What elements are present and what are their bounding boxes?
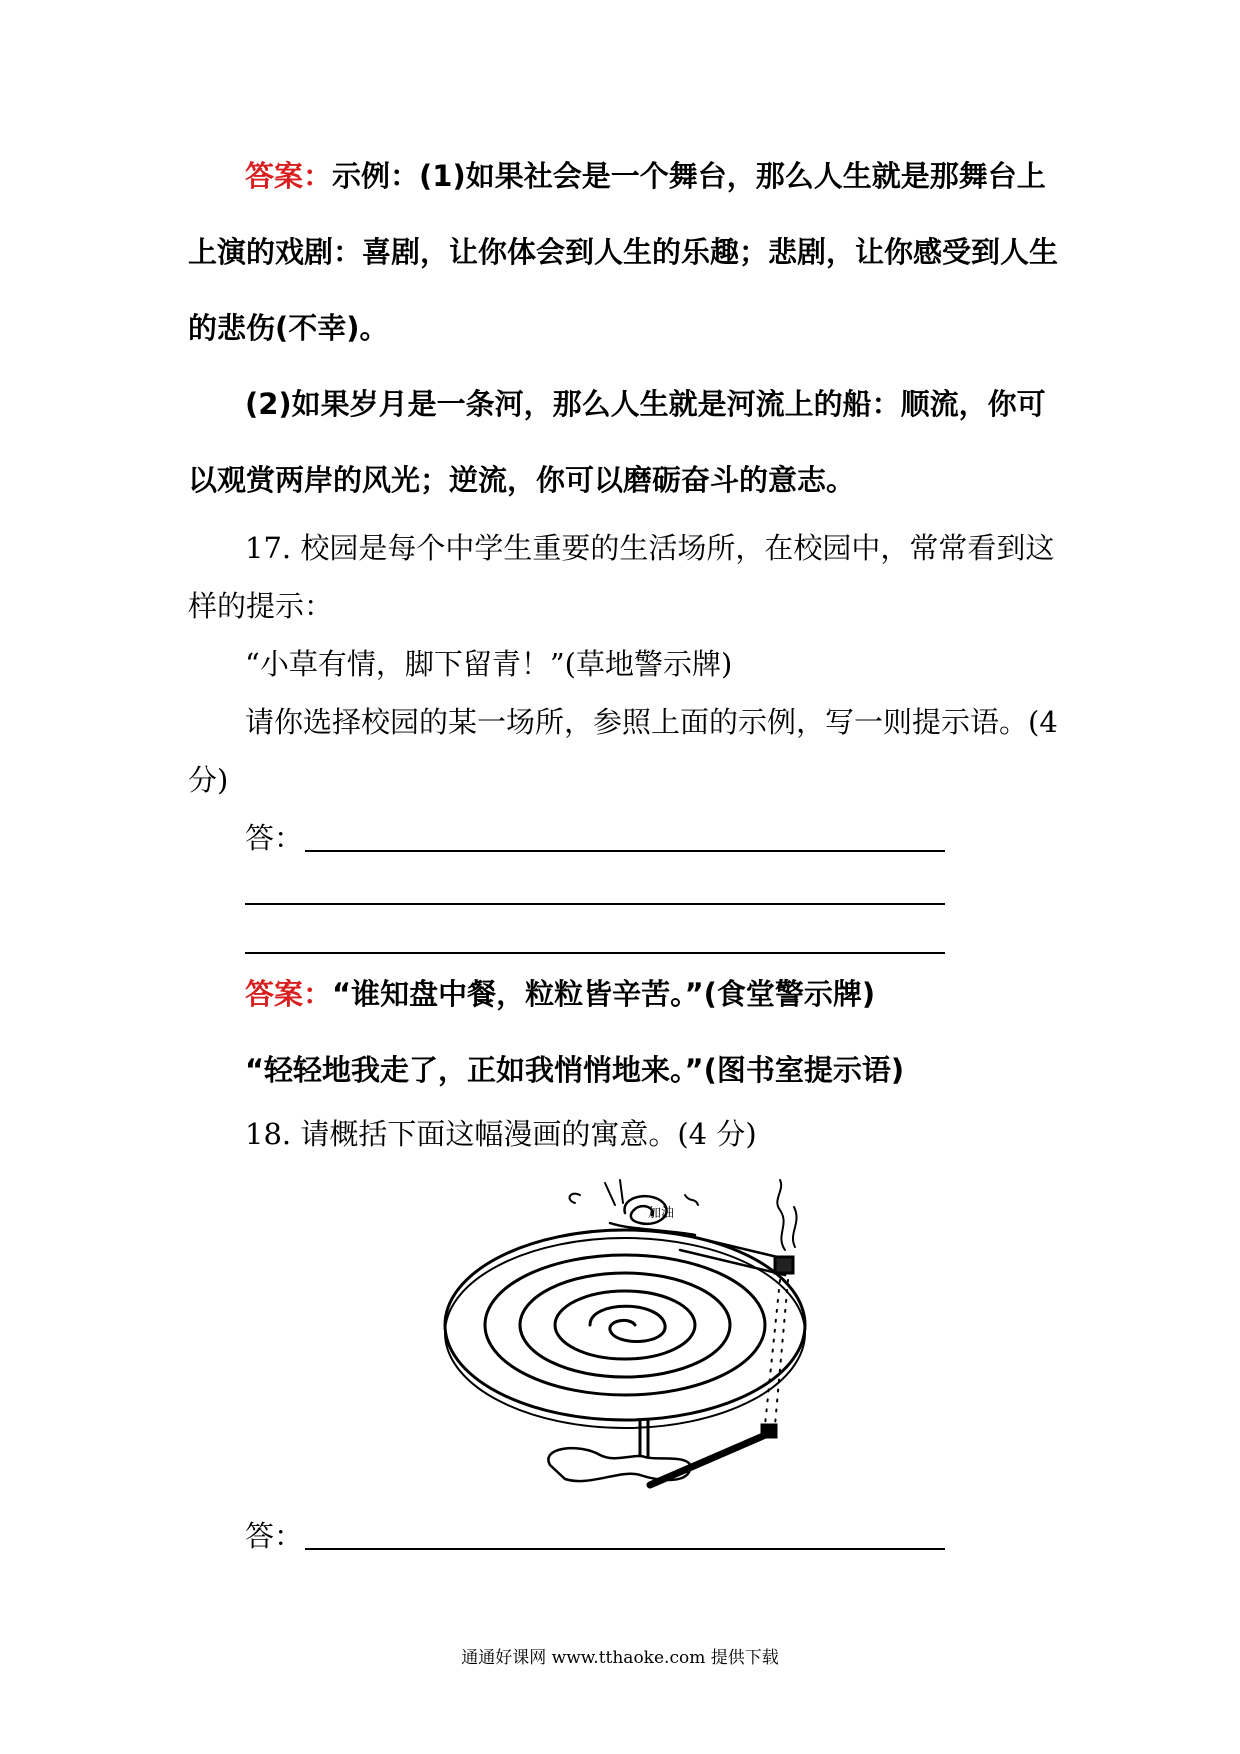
q17-line4: 分) [188, 763, 229, 797]
answer16-line3: 的悲伤(不幸)。 [188, 311, 389, 345]
q17-answer-prompt: 答： [245, 821, 304, 855]
answer16-line1 [245, 159, 1046, 193]
q17-answer-line-1[interactable] [305, 850, 945, 852]
snail-label: 加油 [648, 1206, 675, 1221]
q17-answer-text-1: “谁知盘中餐，粒粒皆辛苦。”(食堂警示牌) [332, 977, 876, 1011]
answer16-line5: 以观赏两岸的风光；逆流，你可以磨砺奋斗的意志。 [188, 463, 856, 497]
q17-answer-line1 [245, 977, 876, 1011]
footer-source: 通通好课网 www.tthaoke.com 提供下载 [461, 1648, 779, 1668]
answer-label: 答案： [245, 159, 333, 193]
answer16-line4: (2)如果岁月是一条河，那么人生就是河流上的船：顺流，你可 [245, 387, 1046, 421]
q17-example: “小草有情，脚下留青！”(草地警示牌) [245, 647, 733, 681]
q17-line2: 样的提示： [188, 589, 334, 623]
q18-line1: 18. 请概括下面这幅漫画的寓意。(4 分) [245, 1117, 757, 1151]
q18-answer-line[interactable] [305, 1548, 945, 1550]
q17-answer-line-2[interactable] [245, 903, 945, 905]
answer-intro: 示例： [332, 159, 420, 193]
q17-line1: 17. 校园是每个中学生重要的生活场所，在校园中，常常看到这 [245, 531, 1055, 565]
answer16-line2: 上演的戏剧：喜剧，让你体会到人生的乐趣；悲剧，让你感受到人生 [188, 235, 1059, 269]
mosquito-coil-cartoon [440, 1175, 840, 1495]
q17-line3: 请你选择校园的某一场所，参照上面的示例，写一则提示语。(4 [245, 705, 1058, 739]
q17-answer-label: 答案： [245, 977, 333, 1011]
q18-answer-prompt: 答： [245, 1519, 304, 1553]
answer16-text-1: (1)如果社会是一个舞台，那么人生就是那舞台上 [419, 159, 1046, 193]
q17-answer-line2: “轻轻地我走了，正如我悄悄地来。”(图书室提示语) [245, 1053, 905, 1087]
q17-answer-line-3[interactable] [245, 952, 945, 954]
